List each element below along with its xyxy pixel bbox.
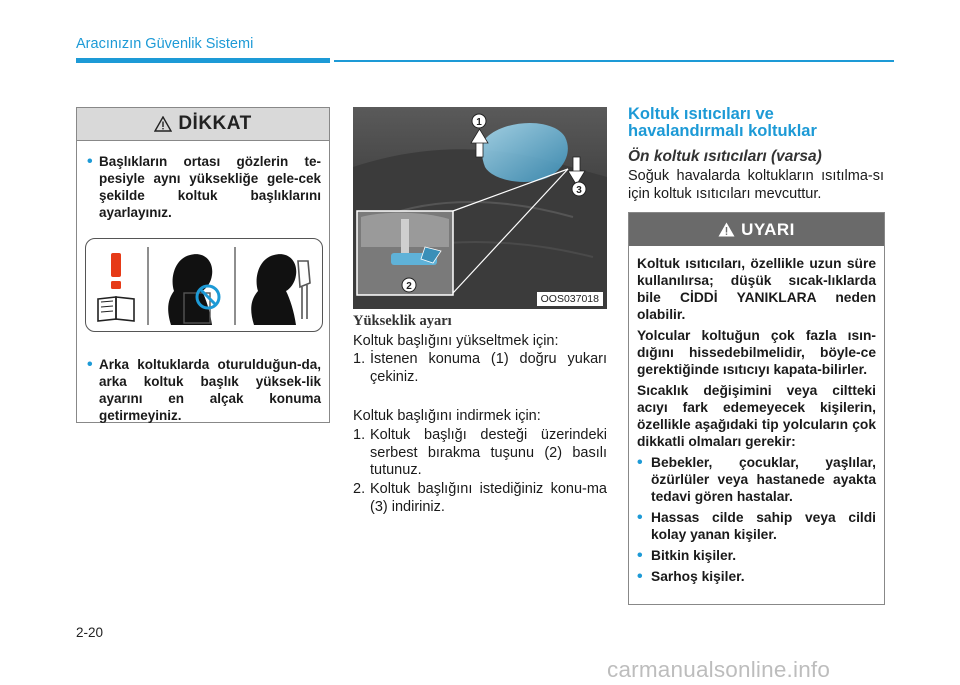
caution-heading-bar xyxy=(77,108,329,141)
header-rule-thick xyxy=(76,58,330,63)
lower-step-1: 1. Koltuk başlığı desteği üzerindeki serbest bırakma tuşunu (2) basılı tutunuz. xyxy=(353,427,607,478)
warning-bullet-4: • Sarhoş kişiler. xyxy=(637,568,876,585)
photo-code: OOS037018 xyxy=(537,292,603,306)
lower-steps xyxy=(353,427,607,480)
headrest-illustration xyxy=(85,238,323,332)
section-header-title: Aracınızın Güvenlik Sistemi xyxy=(76,36,254,52)
warning-triangle-filled-icon xyxy=(718,222,735,237)
height-adjust-heading: Yükseklik ayarı xyxy=(353,313,452,329)
caution-box xyxy=(76,107,330,423)
seat-heaters-intro: Soğuk havalarda koltukların ısıtılma-sı için koltuk ısıtıcıları mevcuttur. xyxy=(628,168,884,202)
header-rule-thin xyxy=(334,60,894,62)
seat-heaters-subtitle: Ön koltuk ısıtıcıları (varsa) xyxy=(628,148,822,165)
warning-triangle-outline-icon xyxy=(154,116,172,132)
lower-step-2: 2. Koltuk başlığını istediğiniz konu-ma (3) indiriniz. xyxy=(353,481,607,515)
callout-1: 1 xyxy=(476,117,482,128)
lower-intro: Koltuk başlığını indirmek için: xyxy=(353,408,541,424)
seat-heaters-title: Koltuk ısıtıcıları ve havalandırmalı koltuklar xyxy=(628,105,817,140)
warning-paragraph-1: Koltuk ısıtıcıları, özellikle uzun süre kullanılırsa; düşük sıcak-lıklarda bile CİDDİ YANIKLARA neden olabilir. xyxy=(637,256,876,322)
warning-paragraph-3: Sıcaklık değişimini veya ciltteki acıyı fark edemeyecek kişilerin, özellikle aşağıdaki tip yolcuların çok dikkatli olmaları gerekir: xyxy=(637,383,876,449)
raise-steps xyxy=(353,351,607,386)
raise-step-1: 1. İstenen konuma (1) doğru yukarı çekiniz. xyxy=(353,351,607,385)
warning-paragraph-2: Yolcular koltuğun çok fazla ısın-dığını hissedebilmelidir, böyle-ce gerektiğinde ısıtıcıyı kapata-bilirler. xyxy=(637,328,876,377)
warning-bullet-1: • Bebekler, çocuklar, yaşlılar, özürlüler veya hastanede ayakta tedavi gören hastalar. xyxy=(637,454,876,505)
raise-intro: Koltuk başlığını yükseltmek için: xyxy=(353,333,559,349)
page-number: 2-20 xyxy=(76,625,104,640)
callout-3: 3 xyxy=(576,185,582,196)
warning-heading-bar xyxy=(629,213,884,246)
lower-steps-2 xyxy=(353,481,607,516)
headrest-photo xyxy=(353,107,607,309)
caution-heading: DİKKAT xyxy=(178,113,252,134)
exclamation-icon xyxy=(111,253,121,289)
callout-2: 2 xyxy=(406,281,412,292)
head-silhouette-incorrect xyxy=(168,254,219,325)
warning-bullet-2: • Hassas cilde sahip veya cildi kolay yanan kişiler. xyxy=(637,509,876,543)
warning-heading: UYARI xyxy=(741,219,795,239)
watermark: carmanualsonline.info xyxy=(607,657,831,682)
caution-bullet-2: • Arka koltuklarda oturulduğun-da, arka koltuk başlık yüksek-lik ayarını en alçak konuma getirmeyiniz. xyxy=(77,356,329,424)
head-silhouette-correct xyxy=(251,254,310,325)
warning-box xyxy=(628,212,885,605)
manual-book-icon xyxy=(98,297,134,321)
warning-bullet-3: • Bitkin kişiler. xyxy=(637,547,876,564)
warning-body xyxy=(629,246,884,585)
caution-bullet-1: • Başlıkların ortası gözlerin te-pesiyle aynı yüksekliğe gele-cek şekilde koltuk başlıklarını ayarlayınız. xyxy=(77,153,329,221)
